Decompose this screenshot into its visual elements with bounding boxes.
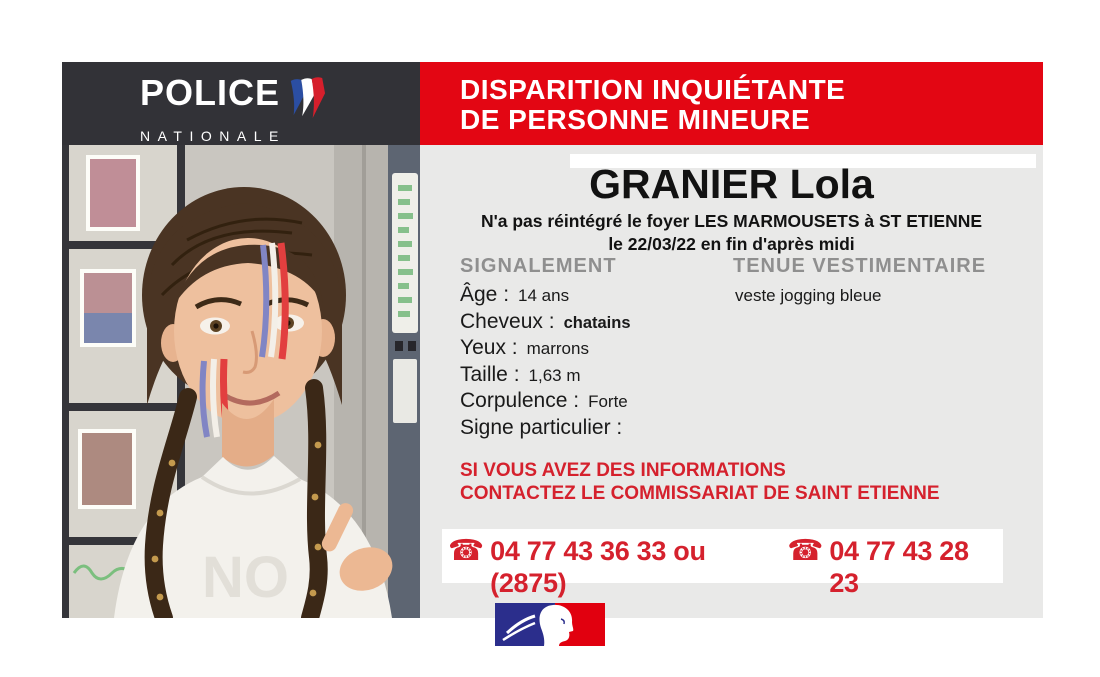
poster-header bbox=[62, 62, 1043, 145]
field-corpulence bbox=[460, 388, 631, 415]
police-logo-text bbox=[140, 72, 326, 144]
police-logo-title: POLICE bbox=[140, 72, 281, 113]
tenue-heading: TENUE VESTIMENTAIRE bbox=[733, 255, 987, 277]
contact-info-line-1: SI VOUS AVEZ DES INFORMATIONS bbox=[460, 460, 786, 481]
phone-number-2: 04 77 43 28 23 bbox=[829, 536, 969, 598]
phone-numbers-strip bbox=[442, 529, 1003, 598]
field-age bbox=[460, 282, 631, 309]
french-government-logo bbox=[495, 603, 605, 646]
french-flag-swoosh-icon bbox=[286, 75, 326, 126]
signalement-heading: SIGNALEMENT bbox=[460, 255, 617, 277]
missing-person-photo bbox=[62, 145, 420, 618]
marianne-flag-icon bbox=[495, 603, 605, 646]
phone-number-1: 04 77 43 36 33 ou (2875) bbox=[490, 536, 706, 598]
field-corpulence-label: Corpulence : bbox=[460, 389, 580, 412]
field-signe-particulier-label: Signe particulier : bbox=[460, 415, 623, 439]
disappearance-detail-line-2: le 22/03/22 en fin d'après midi bbox=[608, 234, 855, 254]
police-logo-subtitle: NATIONALE bbox=[140, 128, 286, 144]
field-taille-label: Taille : bbox=[460, 362, 520, 386]
field-taille-value: 1,63 m bbox=[528, 365, 581, 385]
telephone-icon: ☎ bbox=[787, 535, 824, 567]
signalement-fields bbox=[460, 282, 631, 441]
telephone-icon: ☎ bbox=[448, 535, 485, 567]
missing-person-poster bbox=[62, 62, 1043, 618]
disappearance-detail-line-1: N'a pas réintégré le foyer LES MARMOUSETS à ST ETIENNE bbox=[480, 211, 983, 231]
photo-illustration bbox=[62, 145, 420, 618]
banner-line-1: DISPARITION INQUIÉTANTE bbox=[460, 74, 846, 105]
alert-banner bbox=[420, 62, 1043, 145]
banner-line-2: DE PERSONNE MINEURE bbox=[460, 104, 811, 135]
poster-content bbox=[62, 145, 1043, 618]
field-age-value: 14 ans bbox=[518, 286, 570, 305]
field-yeux bbox=[460, 335, 631, 362]
police-nationale-logo bbox=[62, 62, 420, 145]
field-corpulence-value: Forte bbox=[588, 392, 628, 411]
field-age-label: Âge : bbox=[460, 283, 510, 306]
field-taille bbox=[460, 362, 631, 389]
person-name: GRANIER Lola bbox=[589, 161, 874, 207]
field-yeux-label: Yeux : bbox=[460, 336, 518, 359]
field-cheveux-value: chatains bbox=[563, 313, 631, 332]
contact-info-line-2: CONTACTEZ LE COMMISSARIAT DE SAINT ETIENNE bbox=[460, 483, 940, 504]
field-cheveux-label: Cheveux : bbox=[460, 309, 555, 333]
field-cheveux bbox=[460, 309, 631, 336]
svg-text:NO: NO bbox=[202, 545, 289, 610]
field-yeux-value: marrons bbox=[526, 339, 589, 358]
field-signe-particulier bbox=[460, 415, 631, 442]
info-panel bbox=[420, 145, 1043, 618]
tenue-value: veste jogging bleue bbox=[735, 286, 882, 305]
